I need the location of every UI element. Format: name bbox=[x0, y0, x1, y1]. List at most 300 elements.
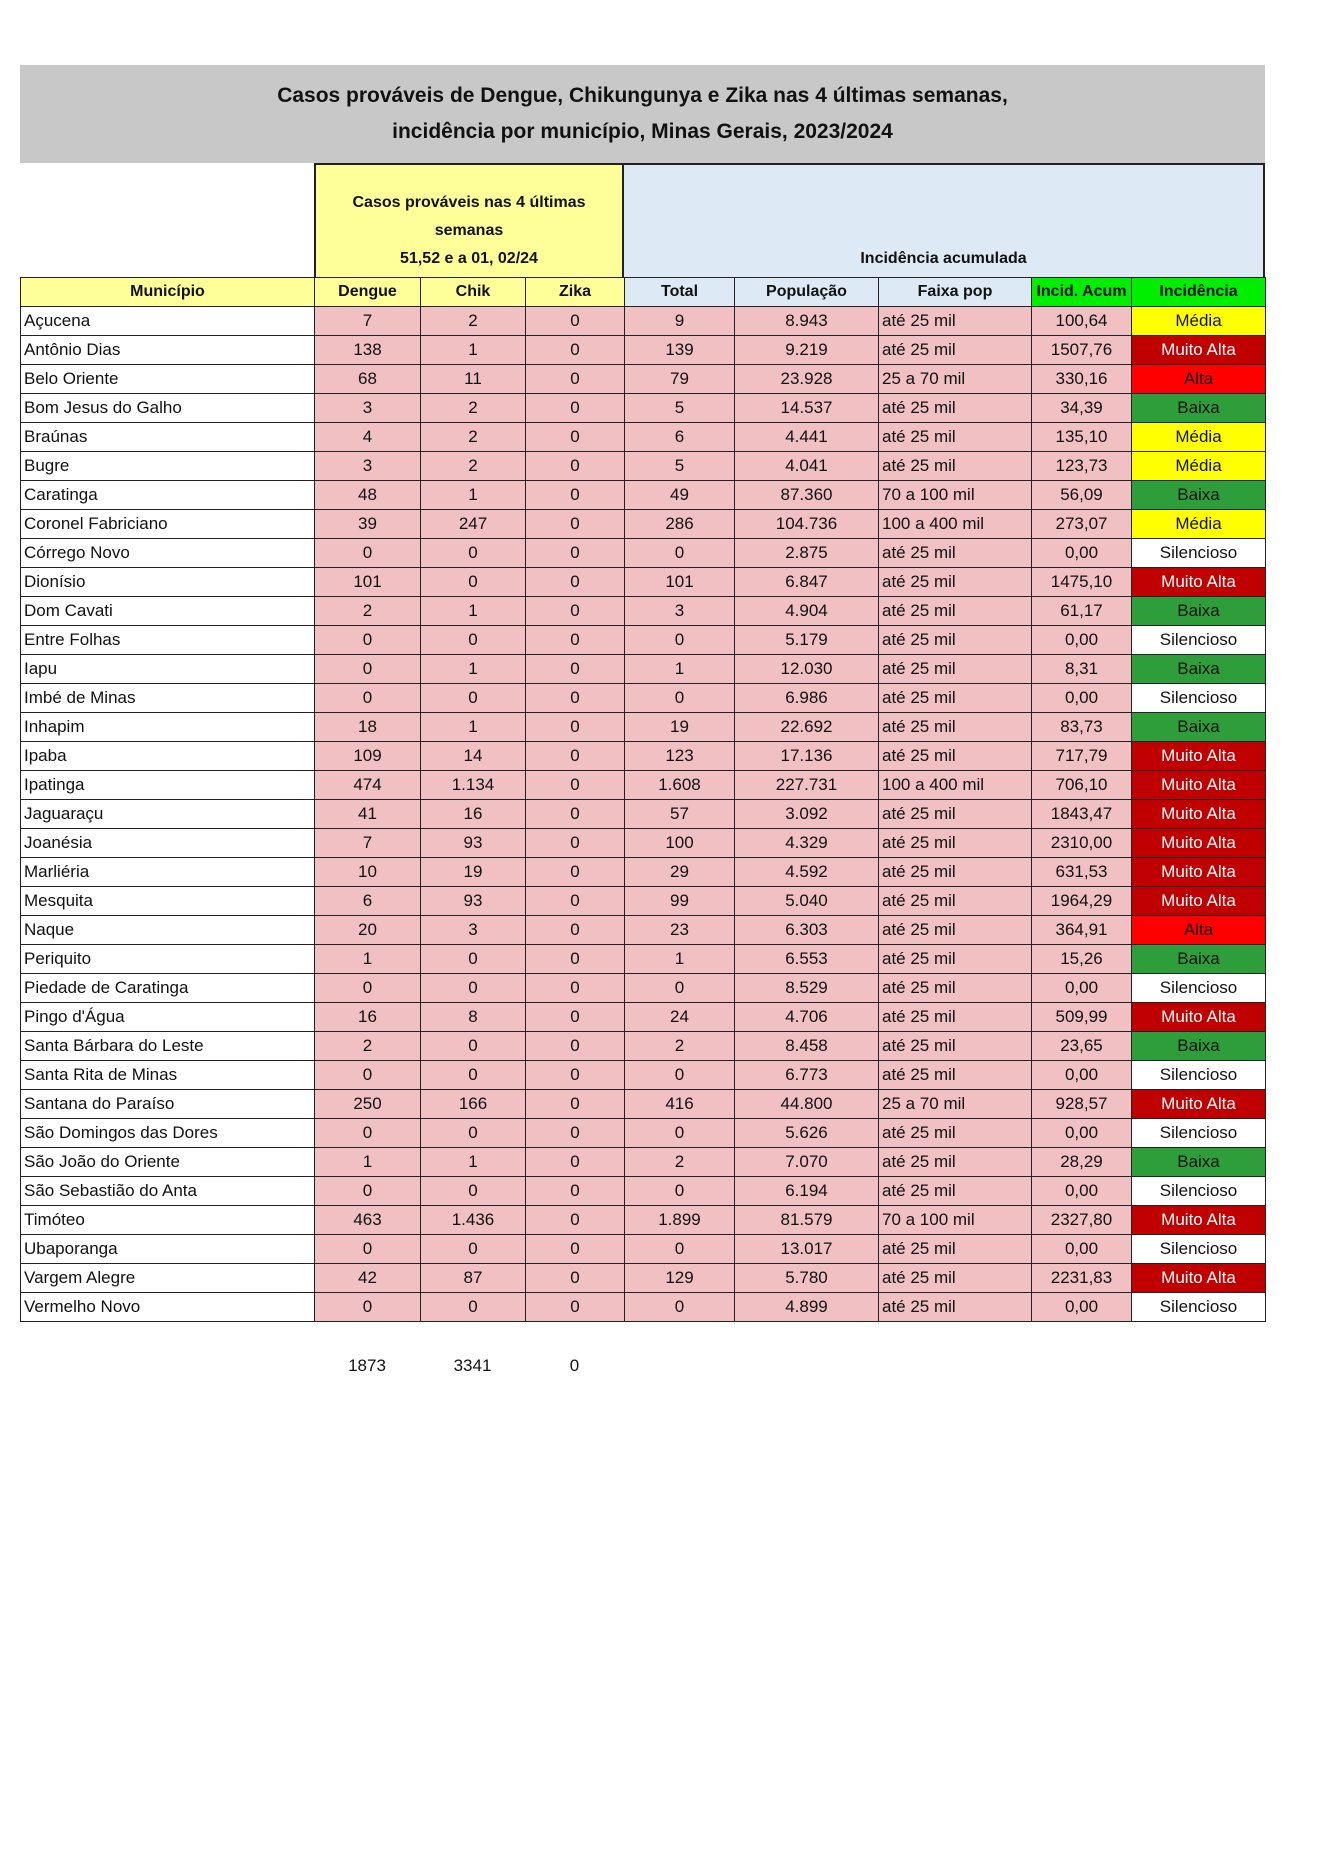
total-zika: 0 bbox=[569, 1356, 580, 1375]
cell-total: 3 bbox=[625, 597, 735, 626]
cell-chik: 2 bbox=[421, 307, 526, 336]
cell-dengue: 109 bbox=[315, 742, 421, 771]
cell-incidencia-level: Silencioso bbox=[1132, 626, 1266, 655]
cell-incidencia-level: Muito Alta bbox=[1132, 568, 1266, 597]
table-row bbox=[21, 539, 1266, 568]
cell-incid-acum: 8,31 bbox=[1032, 655, 1132, 684]
cell-populacao: 4.706 bbox=[735, 1003, 879, 1032]
cell-populacao: 9.219 bbox=[735, 336, 879, 365]
cell-faixa-pop: até 25 mil bbox=[879, 394, 1032, 423]
cell-incid-acum: 34,39 bbox=[1032, 394, 1132, 423]
cell-chik: 3 bbox=[421, 916, 526, 945]
cell-total: 0 bbox=[625, 1119, 735, 1148]
cell-chik: 93 bbox=[421, 887, 526, 916]
cell-municipio: Iapu bbox=[21, 655, 315, 684]
cell-incidencia-level: Muito Alta bbox=[1132, 1090, 1266, 1119]
cell-total: 0 bbox=[625, 539, 735, 568]
cell-incid-acum: 273,07 bbox=[1032, 510, 1132, 539]
cell-populacao: 22.692 bbox=[735, 713, 879, 742]
cell-chik: 0 bbox=[421, 1177, 526, 1206]
cell-faixa-pop: até 25 mil bbox=[879, 974, 1032, 1003]
cell-total: 29 bbox=[625, 858, 735, 887]
cell-populacao: 6.194 bbox=[735, 1177, 879, 1206]
cell-chik: 93 bbox=[421, 829, 526, 858]
cell-zika: 0 bbox=[526, 1032, 625, 1061]
cell-incid-acum: 0,00 bbox=[1032, 684, 1132, 713]
cell-municipio: Bugre bbox=[21, 452, 315, 481]
cell-populacao: 87.360 bbox=[735, 481, 879, 510]
cell-total: 139 bbox=[625, 336, 735, 365]
cell-faixa-pop: até 25 mil bbox=[879, 916, 1032, 945]
cell-faixa-pop: 70 a 100 mil bbox=[879, 1206, 1032, 1235]
cell-incid-acum: 1964,29 bbox=[1032, 887, 1132, 916]
table-row bbox=[21, 626, 1266, 655]
cell-municipio: Antônio Dias bbox=[21, 336, 315, 365]
cell-chik: 2 bbox=[421, 452, 526, 481]
cell-incid-acum: 0,00 bbox=[1032, 974, 1132, 1003]
cell-faixa-pop: 100 a 400 mil bbox=[879, 771, 1032, 800]
cell-incidencia-level: Silencioso bbox=[1132, 1177, 1266, 1206]
table-row bbox=[21, 452, 1266, 481]
cell-municipio: Mesquita bbox=[21, 887, 315, 916]
table-row bbox=[21, 1119, 1266, 1148]
cell-municipio: Piedade de Caratinga bbox=[21, 974, 315, 1003]
cell-municipio: São Sebastião do Anta bbox=[21, 1177, 315, 1206]
table-row bbox=[21, 771, 1266, 800]
cell-chik: 1.134 bbox=[421, 771, 526, 800]
cell-faixa-pop: até 25 mil bbox=[879, 684, 1032, 713]
cell-zika: 0 bbox=[526, 655, 625, 684]
cases-group-header-line-1: Casos prováveis nas 4 últimas bbox=[352, 194, 586, 211]
cell-total: 0 bbox=[625, 1061, 735, 1090]
cell-populacao: 81.579 bbox=[735, 1206, 879, 1235]
cell-faixa-pop: até 25 mil bbox=[879, 1061, 1032, 1090]
incidence-table bbox=[20, 277, 1266, 1322]
cell-zika: 0 bbox=[526, 452, 625, 481]
cell-populacao: 8.529 bbox=[735, 974, 879, 1003]
cell-incidencia-level: Silencioso bbox=[1132, 1293, 1266, 1322]
cell-dengue: 41 bbox=[315, 800, 421, 829]
table-row bbox=[21, 365, 1266, 394]
cell-zika: 0 bbox=[526, 423, 625, 452]
cell-chik: 0 bbox=[421, 1061, 526, 1090]
cell-chik: 0 bbox=[421, 1293, 526, 1322]
cell-populacao: 6.986 bbox=[735, 684, 879, 713]
cell-municipio: Córrego Novo bbox=[21, 539, 315, 568]
cell-populacao: 13.017 bbox=[735, 1235, 879, 1264]
cell-incidencia-level: Silencioso bbox=[1132, 1061, 1266, 1090]
cell-populacao: 17.136 bbox=[735, 742, 879, 771]
cell-total: 99 bbox=[625, 887, 735, 916]
cell-incid-acum: 0,00 bbox=[1032, 626, 1132, 655]
cell-total: 9 bbox=[625, 307, 735, 336]
column-header-row bbox=[21, 278, 1266, 307]
cell-total: 2 bbox=[625, 1032, 735, 1061]
cell-total: 129 bbox=[625, 1264, 735, 1293]
cell-municipio: Ipatinga bbox=[21, 771, 315, 800]
cell-faixa-pop: 100 a 400 mil bbox=[879, 510, 1032, 539]
cell-dengue: 4 bbox=[315, 423, 421, 452]
cell-total: 57 bbox=[625, 800, 735, 829]
table-row bbox=[21, 974, 1266, 1003]
cell-zika: 0 bbox=[526, 916, 625, 945]
cell-zika: 0 bbox=[526, 887, 625, 916]
cell-populacao: 5.040 bbox=[735, 887, 879, 916]
cell-chik: 19 bbox=[421, 858, 526, 887]
cell-faixa-pop: até 25 mil bbox=[879, 1235, 1032, 1264]
col-header-incidencia: Incidência bbox=[1132, 278, 1266, 307]
cell-zika: 0 bbox=[526, 1003, 625, 1032]
cell-incid-acum: 0,00 bbox=[1032, 539, 1132, 568]
cell-zika: 0 bbox=[526, 1061, 625, 1090]
table-row bbox=[21, 1235, 1266, 1264]
col-header-municipio: Município bbox=[21, 278, 315, 307]
cell-zika: 0 bbox=[526, 1177, 625, 1206]
cell-total: 416 bbox=[625, 1090, 735, 1119]
cell-populacao: 8.943 bbox=[735, 307, 879, 336]
cell-dengue: 463 bbox=[315, 1206, 421, 1235]
cell-zika: 0 bbox=[526, 974, 625, 1003]
table-row bbox=[21, 510, 1266, 539]
cell-populacao: 44.800 bbox=[735, 1090, 879, 1119]
cell-municipio: Açucena bbox=[21, 307, 315, 336]
cell-zika: 0 bbox=[526, 394, 625, 423]
cell-chik: 8 bbox=[421, 1003, 526, 1032]
cell-municipio: Joanésia bbox=[21, 829, 315, 858]
cell-municipio: Inhapim bbox=[21, 713, 315, 742]
cell-zika: 0 bbox=[526, 307, 625, 336]
cell-incid-acum: 1843,47 bbox=[1032, 800, 1132, 829]
cell-faixa-pop: até 25 mil bbox=[879, 597, 1032, 626]
cell-populacao: 6.553 bbox=[735, 945, 879, 974]
cell-faixa-pop: até 25 mil bbox=[879, 336, 1032, 365]
table-row bbox=[21, 800, 1266, 829]
cell-faixa-pop: até 25 mil bbox=[879, 1003, 1032, 1032]
col-header-faixa-pop: Faixa pop bbox=[879, 278, 1032, 307]
cell-dengue: 0 bbox=[315, 1293, 421, 1322]
cell-populacao: 5.780 bbox=[735, 1264, 879, 1293]
table-row bbox=[21, 307, 1266, 336]
cell-faixa-pop: até 25 mil bbox=[879, 742, 1032, 771]
table-body bbox=[21, 307, 1266, 1322]
cell-incidencia-level: Muito Alta bbox=[1132, 771, 1266, 800]
cell-incidencia-level: Muito Alta bbox=[1132, 742, 1266, 771]
table-row bbox=[21, 1061, 1266, 1090]
cell-total: 24 bbox=[625, 1003, 735, 1032]
cell-incid-acum: 2231,83 bbox=[1032, 1264, 1132, 1293]
cell-zika: 0 bbox=[526, 481, 625, 510]
incidence-group-header-label: Incidência acumulada bbox=[860, 250, 1027, 267]
cell-zika: 0 bbox=[526, 510, 625, 539]
cell-chik: 16 bbox=[421, 800, 526, 829]
cell-zika: 0 bbox=[526, 336, 625, 365]
cell-total: 6 bbox=[625, 423, 735, 452]
col-header-dengue: Dengue bbox=[315, 278, 421, 307]
cell-municipio: Marliéria bbox=[21, 858, 315, 887]
cell-incid-acum: 100,64 bbox=[1032, 307, 1132, 336]
cell-total: 1.899 bbox=[625, 1206, 735, 1235]
cases-group-header bbox=[314, 163, 624, 277]
cell-faixa-pop: 25 a 70 mil bbox=[879, 1090, 1032, 1119]
cell-total: 49 bbox=[625, 481, 735, 510]
cell-chik: 11 bbox=[421, 365, 526, 394]
cell-chik: 2 bbox=[421, 394, 526, 423]
cell-faixa-pop: até 25 mil bbox=[879, 539, 1032, 568]
cell-incid-acum: 0,00 bbox=[1032, 1177, 1132, 1206]
cell-zika: 0 bbox=[526, 1293, 625, 1322]
report-title-line-1: Casos prováveis de Dengue, Chikungunya e Zika nas 4 últimas semanas, bbox=[277, 84, 1008, 107]
cell-zika: 0 bbox=[526, 626, 625, 655]
cell-faixa-pop: até 25 mil bbox=[879, 713, 1032, 742]
cell-incidencia-level: Baixa bbox=[1132, 1148, 1266, 1177]
cell-dengue: 3 bbox=[315, 394, 421, 423]
table-row bbox=[21, 655, 1266, 684]
cell-populacao: 4.329 bbox=[735, 829, 879, 858]
cell-zika: 0 bbox=[526, 597, 625, 626]
cell-chik: 0 bbox=[421, 945, 526, 974]
cell-chik: 1 bbox=[421, 336, 526, 365]
cell-dengue: 1 bbox=[315, 1148, 421, 1177]
cell-municipio: Imbé de Minas bbox=[21, 684, 315, 713]
cell-incidencia-level: Silencioso bbox=[1132, 1235, 1266, 1264]
cell-populacao: 4.041 bbox=[735, 452, 879, 481]
cell-populacao: 6.303 bbox=[735, 916, 879, 945]
col-header-populacao: População bbox=[735, 278, 879, 307]
cell-incid-acum: 364,91 bbox=[1032, 916, 1132, 945]
cell-dengue: 48 bbox=[315, 481, 421, 510]
cell-chik: 1 bbox=[421, 1148, 526, 1177]
cell-faixa-pop: até 25 mil bbox=[879, 829, 1032, 858]
cell-dengue: 2 bbox=[315, 597, 421, 626]
cell-dengue: 42 bbox=[315, 1264, 421, 1293]
cell-total: 0 bbox=[625, 626, 735, 655]
cell-incidencia-level: Média bbox=[1132, 452, 1266, 481]
cell-dengue: 138 bbox=[315, 336, 421, 365]
cell-municipio: Dom Cavati bbox=[21, 597, 315, 626]
cell-dengue: 1 bbox=[315, 945, 421, 974]
table-row bbox=[21, 1206, 1266, 1235]
cell-chik: 1 bbox=[421, 655, 526, 684]
cell-incidencia-level: Muito Alta bbox=[1132, 829, 1266, 858]
cell-faixa-pop: até 25 mil bbox=[879, 858, 1032, 887]
totals-row bbox=[0, 1356, 1321, 1382]
cell-faixa-pop: até 25 mil bbox=[879, 1264, 1032, 1293]
cell-zika: 0 bbox=[526, 713, 625, 742]
cell-populacao: 7.070 bbox=[735, 1148, 879, 1177]
table-row bbox=[21, 684, 1266, 713]
table-row bbox=[21, 1090, 1266, 1119]
table-row bbox=[21, 336, 1266, 365]
table-row bbox=[21, 1003, 1266, 1032]
cell-populacao: 5.179 bbox=[735, 626, 879, 655]
table-row bbox=[21, 423, 1266, 452]
cell-faixa-pop: até 25 mil bbox=[879, 1119, 1032, 1148]
cell-total: 0 bbox=[625, 974, 735, 1003]
cell-dengue: 39 bbox=[315, 510, 421, 539]
cell-populacao: 104.736 bbox=[735, 510, 879, 539]
cell-chik: 247 bbox=[421, 510, 526, 539]
cell-incidencia-level: Baixa bbox=[1132, 481, 1266, 510]
cell-incid-acum: 928,57 bbox=[1032, 1090, 1132, 1119]
cell-chik: 1 bbox=[421, 481, 526, 510]
cell-incidencia-level: Média bbox=[1132, 510, 1266, 539]
cell-incidencia-level: Média bbox=[1132, 307, 1266, 336]
cell-total: 19 bbox=[625, 713, 735, 742]
cell-faixa-pop: até 25 mil bbox=[879, 452, 1032, 481]
cell-dengue: 0 bbox=[315, 655, 421, 684]
cell-incidencia-level: Média bbox=[1132, 423, 1266, 452]
table-row bbox=[21, 742, 1266, 771]
cell-dengue: 10 bbox=[315, 858, 421, 887]
cell-incidencia-level: Silencioso bbox=[1132, 1119, 1266, 1148]
cell-faixa-pop: até 25 mil bbox=[879, 1148, 1032, 1177]
table-row bbox=[21, 887, 1266, 916]
cell-dengue: 20 bbox=[315, 916, 421, 945]
cell-dengue: 0 bbox=[315, 626, 421, 655]
cell-dengue: 16 bbox=[315, 1003, 421, 1032]
cell-faixa-pop: até 25 mil bbox=[879, 307, 1032, 336]
cell-dengue: 68 bbox=[315, 365, 421, 394]
cell-total: 123 bbox=[625, 742, 735, 771]
cell-faixa-pop: 25 a 70 mil bbox=[879, 365, 1032, 394]
cell-populacao: 14.537 bbox=[735, 394, 879, 423]
cell-total: 100 bbox=[625, 829, 735, 858]
cell-municipio: Caratinga bbox=[21, 481, 315, 510]
cell-total: 0 bbox=[625, 1293, 735, 1322]
cell-total: 23 bbox=[625, 916, 735, 945]
cell-municipio: Pingo d'Água bbox=[21, 1003, 315, 1032]
cell-total: 5 bbox=[625, 394, 735, 423]
table-row bbox=[21, 394, 1266, 423]
cell-municipio: Santa Rita de Minas bbox=[21, 1061, 315, 1090]
cell-dengue: 474 bbox=[315, 771, 421, 800]
cell-dengue: 0 bbox=[315, 1119, 421, 1148]
cell-populacao: 3.092 bbox=[735, 800, 879, 829]
cell-faixa-pop: até 25 mil bbox=[879, 568, 1032, 597]
cell-faixa-pop: até 25 mil bbox=[879, 1293, 1032, 1322]
cell-total: 0 bbox=[625, 1235, 735, 1264]
cell-zika: 0 bbox=[526, 365, 625, 394]
cell-zika: 0 bbox=[526, 829, 625, 858]
cell-dengue: 250 bbox=[315, 1090, 421, 1119]
cell-populacao: 4.441 bbox=[735, 423, 879, 452]
cell-populacao: 6.847 bbox=[735, 568, 879, 597]
cell-incid-acum: 0,00 bbox=[1032, 1235, 1132, 1264]
table-row bbox=[21, 1032, 1266, 1061]
cell-municipio: Vargem Alegre bbox=[21, 1264, 315, 1293]
cell-incid-acum: 23,65 bbox=[1032, 1032, 1132, 1061]
col-header-total: Total bbox=[625, 278, 735, 307]
cell-incid-acum: 0,00 bbox=[1032, 1061, 1132, 1090]
cell-incidencia-level: Baixa bbox=[1132, 945, 1266, 974]
cell-incid-acum: 0,00 bbox=[1032, 1293, 1132, 1322]
cell-incid-acum: 2310,00 bbox=[1032, 829, 1132, 858]
cell-chik: 0 bbox=[421, 1032, 526, 1061]
cell-total: 79 bbox=[625, 365, 735, 394]
cell-populacao: 2.875 bbox=[735, 539, 879, 568]
cell-total: 5 bbox=[625, 452, 735, 481]
cell-populacao: 8.458 bbox=[735, 1032, 879, 1061]
cell-dengue: 0 bbox=[315, 684, 421, 713]
incidence-group-header bbox=[624, 163, 1265, 277]
cell-chik: 1 bbox=[421, 597, 526, 626]
cell-municipio: São Domingos das Dores bbox=[21, 1119, 315, 1148]
cell-municipio: Timóteo bbox=[21, 1206, 315, 1235]
cell-faixa-pop: até 25 mil bbox=[879, 1177, 1032, 1206]
cell-incidencia-level: Baixa bbox=[1132, 597, 1266, 626]
table-row bbox=[21, 1177, 1266, 1206]
cell-incid-acum: 28,29 bbox=[1032, 1148, 1132, 1177]
cell-incidencia-level: Muito Alta bbox=[1132, 336, 1266, 365]
table-row bbox=[21, 916, 1266, 945]
cell-incid-acum: 717,79 bbox=[1032, 742, 1132, 771]
cell-chik: 0 bbox=[421, 684, 526, 713]
cell-dengue: 7 bbox=[315, 829, 421, 858]
cell-incidencia-level: Alta bbox=[1132, 916, 1266, 945]
cell-zika: 0 bbox=[526, 539, 625, 568]
cases-group-header-line-3: 51,52 e a 01, 02/24 bbox=[400, 250, 538, 267]
cell-incidencia-level: Muito Alta bbox=[1132, 1206, 1266, 1235]
cell-dengue: 6 bbox=[315, 887, 421, 916]
cell-faixa-pop: até 25 mil bbox=[879, 887, 1032, 916]
cell-dengue: 2 bbox=[315, 1032, 421, 1061]
cell-populacao: 227.731 bbox=[735, 771, 879, 800]
cell-chik: 14 bbox=[421, 742, 526, 771]
cell-incid-acum: 123,73 bbox=[1032, 452, 1132, 481]
cell-total: 2 bbox=[625, 1148, 735, 1177]
cell-zika: 0 bbox=[526, 771, 625, 800]
report-title-banner bbox=[20, 65, 1265, 163]
table-row bbox=[21, 858, 1266, 887]
table-row bbox=[21, 713, 1266, 742]
cell-municipio: Jaguaraçu bbox=[21, 800, 315, 829]
cell-incidencia-level: Baixa bbox=[1132, 713, 1266, 742]
cell-zika: 0 bbox=[526, 1090, 625, 1119]
table-row bbox=[21, 945, 1266, 974]
table-row bbox=[21, 1264, 1266, 1293]
cell-incid-acum: 631,53 bbox=[1032, 858, 1132, 887]
cell-chik: 0 bbox=[421, 974, 526, 1003]
cell-total: 1 bbox=[625, 655, 735, 684]
cell-zika: 0 bbox=[526, 684, 625, 713]
cell-zika: 0 bbox=[526, 945, 625, 974]
table-row bbox=[21, 597, 1266, 626]
cell-zika: 0 bbox=[526, 1148, 625, 1177]
cell-incid-acum: 509,99 bbox=[1032, 1003, 1132, 1032]
cell-dengue: 18 bbox=[315, 713, 421, 742]
cell-incidencia-level: Muito Alta bbox=[1132, 887, 1266, 916]
cell-faixa-pop: até 25 mil bbox=[879, 800, 1032, 829]
cell-incid-acum: 15,26 bbox=[1032, 945, 1132, 974]
cell-dengue: 0 bbox=[315, 1177, 421, 1206]
cell-incidencia-level: Baixa bbox=[1132, 655, 1266, 684]
table-row bbox=[21, 1148, 1266, 1177]
cell-incidencia-level: Silencioso bbox=[1132, 974, 1266, 1003]
cell-dengue: 3 bbox=[315, 452, 421, 481]
cell-municipio: Ipaba bbox=[21, 742, 315, 771]
cell-chik: 166 bbox=[421, 1090, 526, 1119]
cell-incidencia-level: Muito Alta bbox=[1132, 1003, 1266, 1032]
cell-municipio: Braúnas bbox=[21, 423, 315, 452]
cell-municipio: São João do Oriente bbox=[21, 1148, 315, 1177]
cell-chik: 87 bbox=[421, 1264, 526, 1293]
cell-zika: 0 bbox=[526, 1264, 625, 1293]
cell-incid-acum: 2327,80 bbox=[1032, 1206, 1132, 1235]
cell-municipio: Dionísio bbox=[21, 568, 315, 597]
cell-incid-acum: 83,73 bbox=[1032, 713, 1132, 742]
cell-incid-acum: 706,10 bbox=[1032, 771, 1132, 800]
cell-incidencia-level: Muito Alta bbox=[1132, 1264, 1266, 1293]
